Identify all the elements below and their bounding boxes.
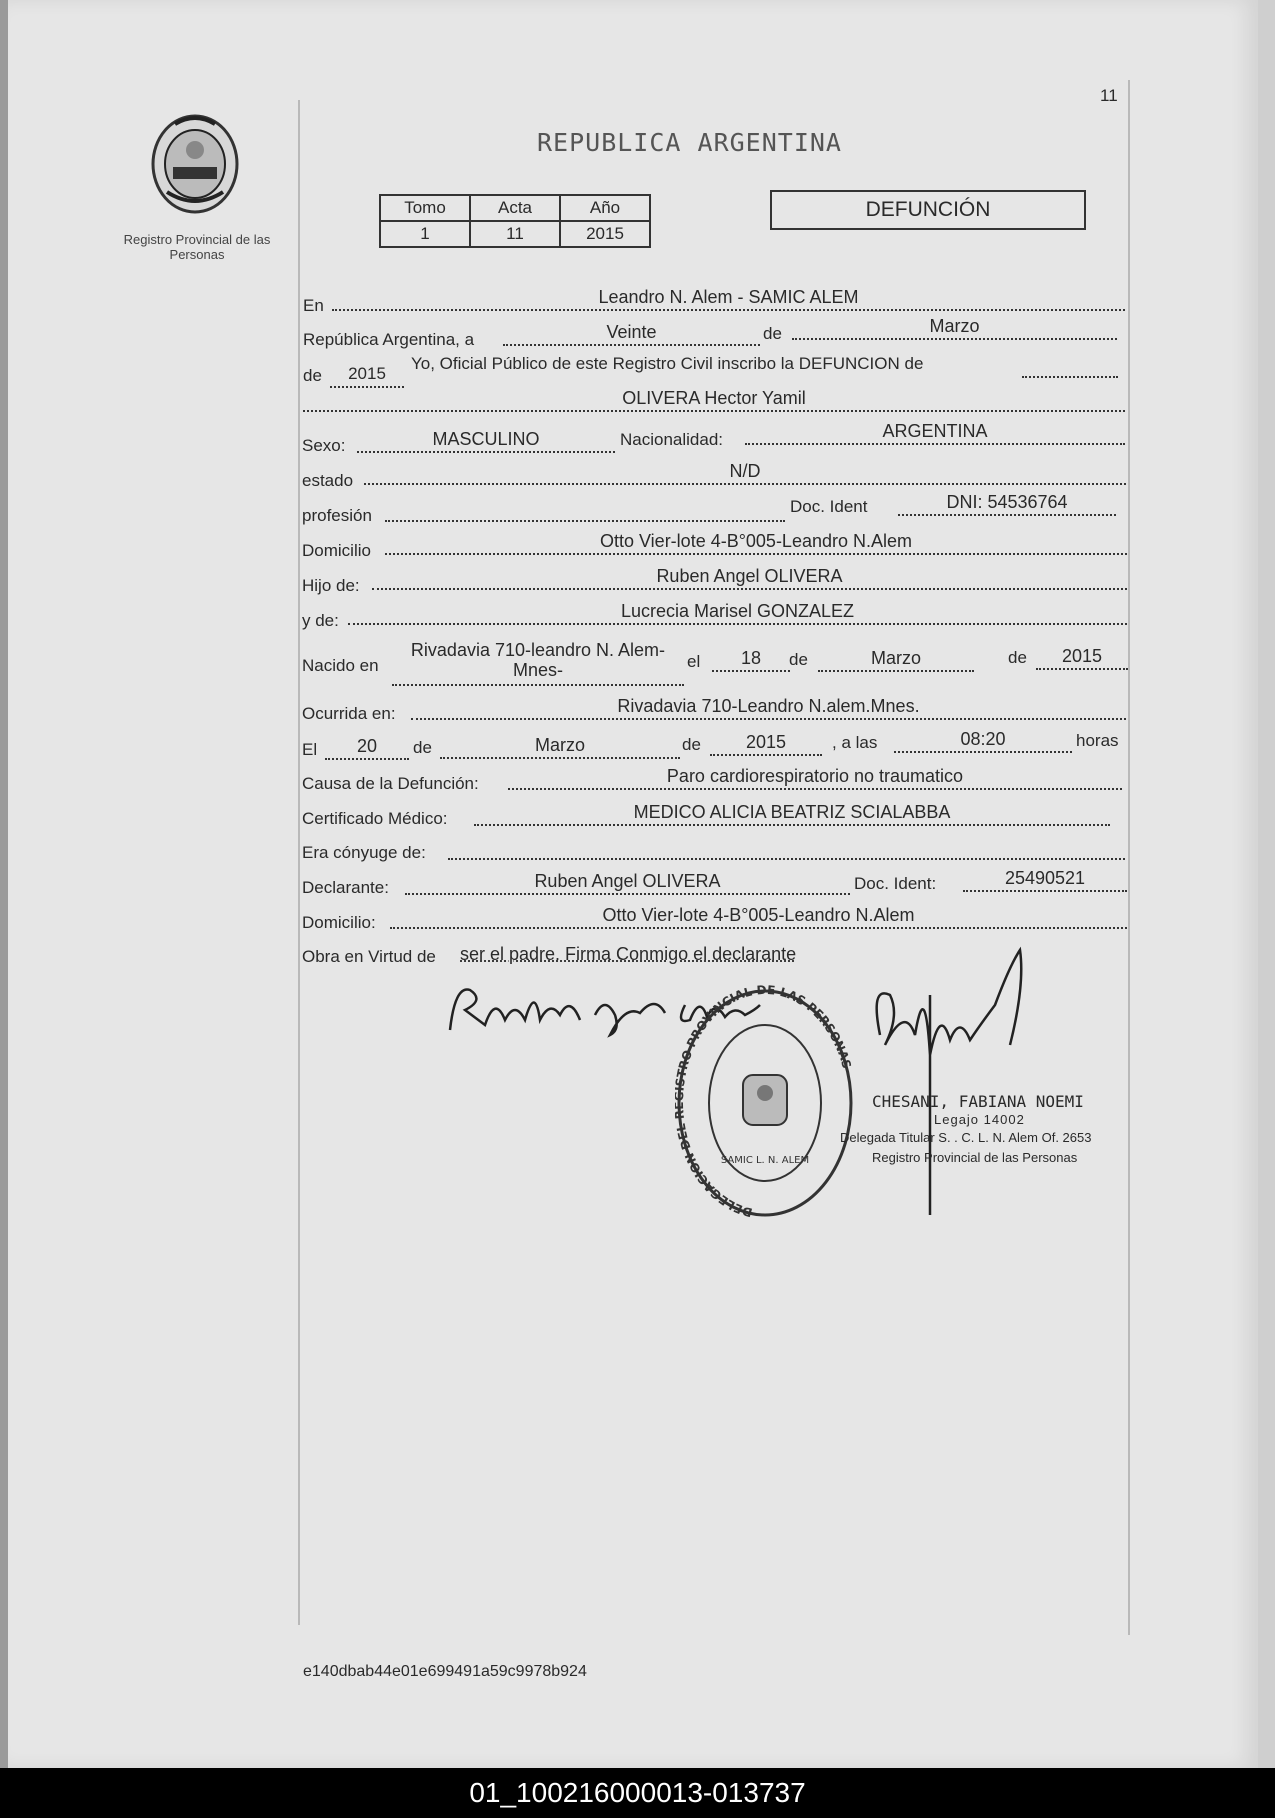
field-continuation bbox=[1022, 352, 1118, 378]
label-declarante-doc: Doc. Ident: bbox=[854, 874, 937, 893]
acta-value: 11 bbox=[470, 221, 560, 247]
field-fallec-dia: 20 bbox=[325, 734, 409, 760]
label-y-de: y de: bbox=[302, 611, 339, 630]
official-cargo: Delegada Titular S. . C. L. N. Alem Of. 2653 bbox=[840, 1130, 1092, 1145]
footer-id: 01_100216000013-013737 bbox=[0, 1768, 1275, 1818]
stamp-inner-text: SAMIC L. N. ALEM bbox=[720, 1155, 810, 1166]
label-estado: estado bbox=[302, 471, 354, 490]
label-a-las: , a las bbox=[832, 733, 878, 752]
page-edge bbox=[1258, 0, 1275, 1768]
field-doc: DNI: 54536764 bbox=[898, 490, 1116, 516]
field-certificado: MEDICO ALICIA BEATRIZ SCIALABBA bbox=[474, 800, 1110, 826]
field-conyuge bbox=[448, 834, 1125, 860]
label-de-2: de bbox=[303, 366, 322, 385]
document-hash: e140dbab44e01e699491a59c9978b924 bbox=[303, 1663, 587, 1680]
field-anio: 2015 bbox=[330, 362, 404, 388]
label-el-2: El bbox=[302, 740, 318, 759]
official-organization: Registro Provincial de las Personas bbox=[872, 1150, 1078, 1165]
label-declarante: Declarante: bbox=[302, 878, 389, 897]
field-sexo: MASCULINO bbox=[357, 427, 615, 453]
label-de-4: de bbox=[1008, 648, 1027, 667]
field-nacido-lugar: Rivadavia 710-leandro N. Alem-Mnes- bbox=[392, 640, 684, 686]
label-de-3: de bbox=[789, 650, 808, 669]
label-nacido-en: Nacido en bbox=[302, 656, 379, 675]
anio-value: 2015 bbox=[560, 221, 650, 247]
province-seal-logo bbox=[145, 112, 245, 227]
field-declarante: Ruben Angel OLIVERA bbox=[405, 869, 850, 895]
field-profesion bbox=[385, 496, 785, 522]
field-nacido-anio: 2015 bbox=[1036, 644, 1128, 670]
tomo-acta-anio-table bbox=[379, 194, 651, 248]
right-margin-line bbox=[1128, 80, 1130, 1635]
field-nombre: OLIVERA Hector Yamil bbox=[303, 386, 1125, 412]
logo-caption: Registro Provincial de las Personas bbox=[123, 232, 271, 262]
acta-header: Acta bbox=[470, 195, 560, 221]
field-nacido-mes: Marzo bbox=[818, 646, 974, 672]
label-conyuge: Era cónyuge de: bbox=[302, 843, 426, 862]
label-de-5: de bbox=[413, 738, 432, 757]
official-legajo: Legajo 14002 bbox=[934, 1112, 1025, 1127]
page-number: 11 bbox=[1100, 86, 1118, 105]
label-el-1: el bbox=[687, 652, 701, 671]
label-causa: Causa de la Defunción: bbox=[302, 774, 479, 793]
official-stamp bbox=[675, 985, 855, 1230]
left-margin-line bbox=[298, 100, 300, 1625]
field-fallec-anio: 2015 bbox=[710, 730, 822, 756]
label-obra: Obra en Virtud de bbox=[302, 947, 436, 966]
label-yo-oficial: Yo, Oficial Público de este Registro Civil inscribo la DEFUNCION de bbox=[411, 354, 924, 373]
official-name: CHESANI, FABIANA NOEMI bbox=[872, 1092, 1084, 1111]
field-mes: Marzo bbox=[792, 314, 1117, 340]
label-republica: República Argentina, a bbox=[303, 330, 475, 349]
field-causa: Paro cardiorespiratorio no traumatico bbox=[508, 764, 1122, 790]
document-title: REPUBLICA ARGENTINA bbox=[537, 128, 842, 157]
field-fallec-mes: Marzo bbox=[440, 733, 680, 759]
label-profesion: profesión bbox=[302, 506, 372, 525]
label-doc-ident: Doc. Ident bbox=[790, 497, 868, 516]
tomo-header: Tomo bbox=[380, 195, 470, 221]
field-declarante-domicilio: Otto Vier-lote 4-B°005-Leandro N.Alem bbox=[390, 903, 1127, 929]
official-signature bbox=[870, 945, 1040, 1220]
label-hijo-de: Hijo de: bbox=[302, 576, 360, 595]
field-dia-texto: Veinte bbox=[503, 320, 760, 346]
field-ocurrida-en: Rivadavia 710-Leandro N.alem.Mnes. bbox=[411, 694, 1126, 720]
label-ocurrida-en: Ocurrida en: bbox=[302, 704, 396, 723]
label-domicilio: Domicilio bbox=[302, 541, 371, 560]
label-nacionalidad: Nacionalidad: bbox=[620, 430, 724, 449]
label-horas: horas bbox=[1076, 731, 1119, 750]
label-de-6: de bbox=[682, 735, 701, 754]
field-estado: N/D bbox=[364, 459, 1126, 485]
field-declarante-doc: 25490521 bbox=[963, 866, 1127, 892]
label-en: En bbox=[303, 296, 324, 315]
label-domicilio-2: Domicilio: bbox=[302, 913, 376, 932]
field-lugar: Leandro N. Alem - SAMIC ALEM bbox=[332, 285, 1125, 311]
label-sexo: Sexo: bbox=[302, 436, 346, 455]
tomo-value: 1 bbox=[380, 221, 470, 247]
field-obra: ser el padre. Firma Conmigo el declarante bbox=[460, 944, 797, 964]
field-hora: 08:20 bbox=[894, 727, 1072, 753]
label-certificado: Certificado Médico: bbox=[302, 809, 448, 828]
stamp-outer-text: DELEGACION DEL TRO PROVINCIAL DE LAS PERSONAS bbox=[675, 985, 854, 1220]
field-padre: Ruben Angel OLIVERA bbox=[372, 564, 1127, 590]
anio-header: Año bbox=[560, 195, 650, 221]
field-nacido-dia: 18 bbox=[712, 646, 790, 672]
label-de-1: de bbox=[763, 324, 782, 343]
field-domicilio: Otto Vier-lote 4-B°005-Leandro N.Alem bbox=[385, 529, 1127, 555]
record-type-box: DEFUNCIÓN bbox=[770, 190, 1086, 230]
field-nacionalidad: ARGENTINA bbox=[745, 419, 1125, 445]
field-madre: Lucrecia Marisel GONZALEZ bbox=[348, 599, 1127, 625]
